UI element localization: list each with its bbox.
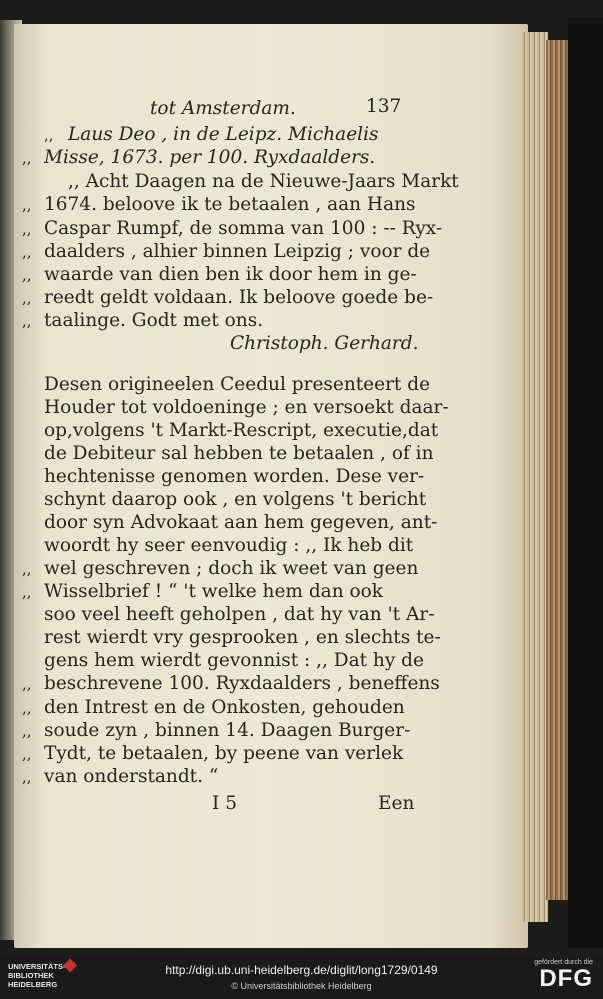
page-number: 137 — [366, 96, 402, 117]
logo-line-1: UNIVERSITÄTS- — [8, 962, 66, 971]
funder-name: DFG — [539, 965, 593, 992]
funder-logo — [534, 959, 593, 992]
viewer-footer — [0, 956, 603, 999]
text-line: Christoph. Gerhard. — [230, 333, 419, 354]
text-line: taalinge. Godt met ons. — [44, 310, 264, 331]
quote-mark: ,, — [22, 583, 32, 601]
signature-mark: I 5 — [212, 793, 237, 814]
quote-mark: ,, — [22, 289, 32, 307]
text-line: gens hem wierdt gevonnist : ,, Dat hy de — [44, 650, 424, 671]
logo-line-3: HEIDELBERG — [8, 980, 58, 989]
text-line: Tydt, te betaalen, by peene van verlek — [44, 743, 404, 764]
quote-mark: ,, — [22, 220, 32, 238]
text-line: Desen origineelen Ceedul presenteert de — [44, 374, 431, 395]
text-line: beschrevene 100. Ryxdaalders , beneffens — [44, 673, 440, 694]
quote-mark: ,, — [22, 149, 32, 167]
library-emblem-icon: ❖ — [62, 956, 79, 976]
text-line: Laus Deo , in de Leipz. Michaelis — [68, 124, 379, 145]
text-line: 1674. beloove ik te betaalen , aan Hans — [44, 194, 416, 215]
text-line: Caspar Rumpf, de somma van 100 : -- Ryx- — [44, 218, 443, 239]
quote-mark: ,, — [22, 560, 32, 578]
text-line: wel geschreven ; doch ik weet van geen — [44, 558, 419, 579]
text-line: Houder tot voldoeninge ; en versoekt daar- — [44, 397, 449, 418]
text-line: woordt hy seer eenvoudig : ,, Ik heb dit — [44, 535, 414, 556]
quote-mark: ,, — [22, 243, 32, 261]
quote-mark: ,, — [22, 312, 32, 330]
text-line: Wisselbrief ! “ 't welke hem dan ook — [44, 581, 383, 602]
logo-line-2: BIBLIOTHEK — [8, 971, 54, 980]
text-line: ,, Acht Daagen na de Nieuwe-Jaars Markt — [68, 171, 459, 192]
text-line: daalders , alhier binnen Leipzig ; voor de — [44, 241, 431, 262]
text-line: waarde van dien ben ik door hem in ge- — [44, 264, 417, 285]
quote-mark: ,, — [22, 266, 32, 284]
quote-mark: ,, — [22, 722, 32, 740]
quote-mark: ,, — [22, 196, 32, 214]
copyright-notice: © Universitätsbibliothek Heidelberg — [231, 981, 372, 991]
text-line: schynt daarop ook , en volgens 't bericht — [44, 489, 427, 510]
quote-mark: ,, — [44, 126, 54, 144]
quote-mark: ,, — [22, 745, 32, 763]
text-line: soude zyn , binnen 14. Daagen Burger- — [44, 720, 411, 741]
text-line: op,volgens 't Markt-Rescript, executie,dat — [44, 420, 439, 441]
running-title: tot Amsterdam. — [150, 98, 296, 119]
text-line: rest wierdt vry gesprooken , en slechts te- — [44, 627, 441, 648]
text-line: Misse, 1673. per 100. Ryxdaalders. — [44, 147, 376, 168]
text-line: van onderstandt. “ — [44, 766, 219, 787]
quote-mark: ,, — [22, 768, 32, 786]
funding-note: gefördert durch die — [534, 959, 593, 966]
catchword: Een — [378, 793, 415, 814]
quote-mark: ,, — [22, 699, 32, 717]
text-line: de Debiteur sal hebben te betaalen , of in — [44, 443, 434, 464]
text-line: soo veel heeft geholpen , dat hy van 't Ar- — [44, 604, 435, 625]
text-line: door syn Advokaat aan hem gegeven, ant- — [44, 512, 438, 533]
text-line: den Intrest en de Onkosten, gehouden — [44, 697, 405, 718]
quote-mark: ,, — [22, 675, 32, 693]
text-line: hechtenisse genomen worden. Dese ver- — [44, 466, 425, 487]
text-line: reedt geldt voldaan. Ik beloove goede be- — [44, 287, 434, 308]
permalink-url[interactable]: http://digi.ub.uni-heidelberg.de/diglit/long1729/0149 — [165, 963, 438, 977]
